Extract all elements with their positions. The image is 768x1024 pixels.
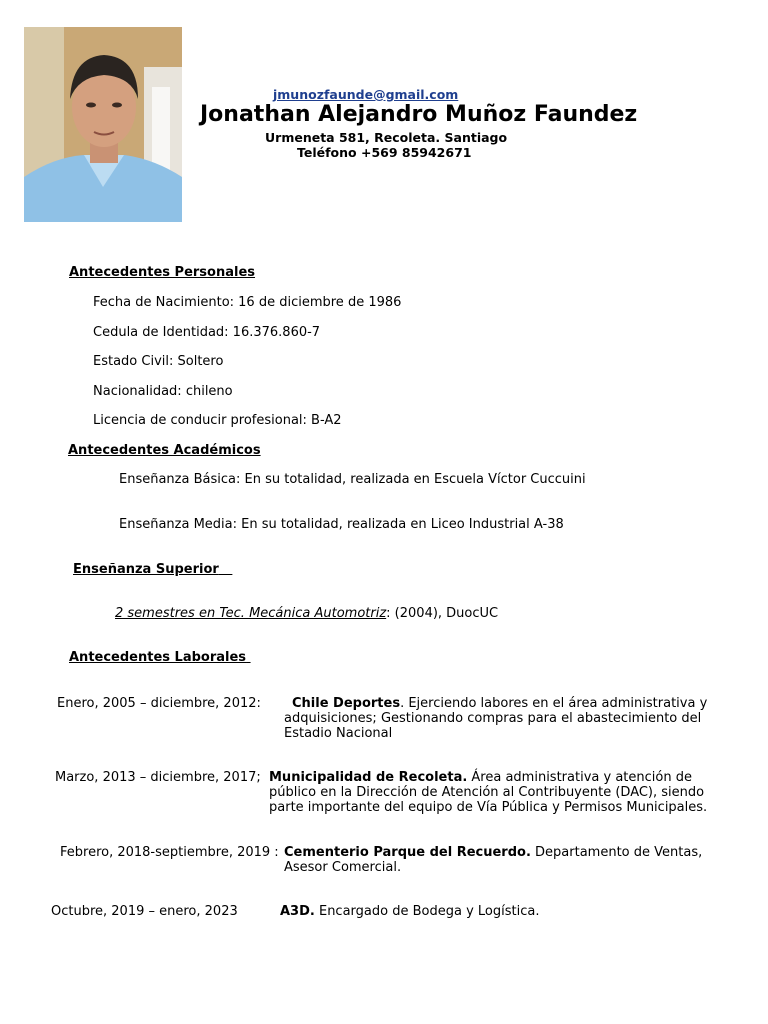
job-employer: Chile Deportes bbox=[292, 696, 401, 711]
section-title-work bbox=[69, 650, 251, 665]
job-period: Marzo, 2013 – diciembre, 2017; bbox=[55, 770, 261, 785]
job-description: Área administrativa y atención de público en la Dirección de Atención al Contribuyente (DAC), siendo parte importante del equipo de Vía Pública y Permisos Municipales. bbox=[269, 770, 708, 815]
section-title-superior bbox=[73, 562, 232, 577]
job-description: Encargado de Bodega y Logística. bbox=[314, 904, 540, 919]
section-title-superior-text: Enseñanza Superior bbox=[73, 562, 219, 577]
personal-id: Cedula de Identidad: 16.376.860-7 bbox=[93, 325, 321, 340]
superior-course: 2 semestres en Tec. Mecánica Automotriz bbox=[115, 606, 387, 621]
job-employer: Municipalidad de Recoleta. bbox=[269, 770, 468, 785]
job-entry bbox=[284, 696, 714, 741]
job-entry bbox=[269, 770, 724, 815]
job-employer: Cementerio Parque del Recuerdo. bbox=[284, 845, 531, 860]
personal-civil-status: Estado Civil: Soltero bbox=[93, 354, 224, 369]
phone: Teléfono +569 85942671 bbox=[297, 145, 472, 160]
personal-nationality: Nacionalidad: chileno bbox=[93, 384, 233, 399]
profile-photo bbox=[24, 27, 182, 222]
job-period: Octubre, 2019 – enero, 2023 bbox=[51, 904, 238, 919]
superior-detail: : (2004), DuocUC bbox=[386, 606, 499, 621]
job-period: Enero, 2005 – diciembre, 2012: bbox=[57, 696, 261, 711]
address: Urmeneta 581, Recoleta. Santiago bbox=[265, 130, 508, 145]
superior-entry bbox=[115, 606, 498, 621]
academic-media: Enseñanza Media: En su totalidad, realizada en Liceo Industrial A-38 bbox=[119, 517, 564, 532]
section-title-personal: Antecedentes Personales bbox=[69, 265, 256, 280]
personal-license: Licencia de conducir profesional: B-A2 bbox=[93, 413, 342, 428]
job-description: Departamento de Ventas, Asesor Comercial. bbox=[284, 845, 703, 875]
job-entry bbox=[280, 904, 700, 919]
personal-birthdate: Fecha de Nacimiento: 16 de diciembre de 1986 bbox=[93, 295, 402, 310]
section-title-work-text: Antecedentes Laborales bbox=[69, 650, 247, 665]
candidate-name: Jonathan Alejandro Muñoz Faundez bbox=[200, 102, 638, 127]
job-period: Febrero, 2018-septiembre, 2019 : bbox=[60, 845, 279, 860]
section-title-academic: Antecedentes Académicos bbox=[68, 443, 261, 458]
email-link[interactable]: jmunozfaunde@gmail.com bbox=[273, 87, 459, 102]
academic-basic: Enseñanza Básica: En su totalidad, realizada en Escuela Víctor Cuccuini bbox=[119, 472, 586, 487]
profile-photo-graphic bbox=[24, 27, 182, 222]
job-description: . Ejerciendo labores en el área administrativa y adquisiciones; Gestionando compras para el abastecimiento del Estadio Nacional bbox=[284, 696, 708, 741]
job-entry bbox=[284, 845, 709, 875]
job-employer: A3D. bbox=[280, 904, 315, 919]
